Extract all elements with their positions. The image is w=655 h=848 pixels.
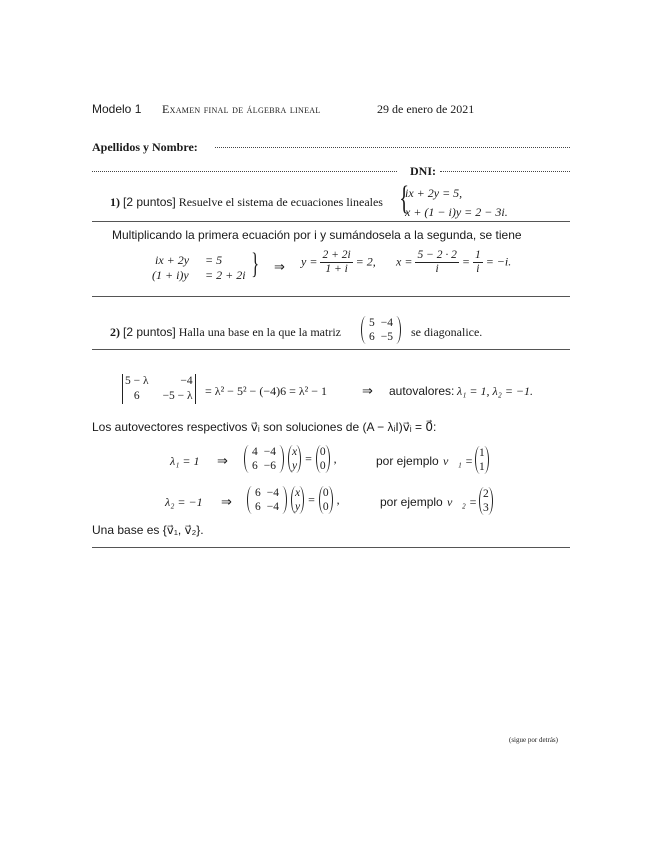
m1-cell: −4 [263,446,276,458]
matrix-cell: −5 [380,331,393,343]
m2-cell: −4 [266,501,279,513]
y-var: y [292,460,298,472]
lambda2: λ₂ = −1 [165,495,203,509]
problem2-number: 2) [110,325,120,339]
x-var: x [292,446,298,458]
comma: , [336,492,340,507]
lambda1: λ₁ = 1 [170,454,200,468]
name-field-dots-2 [92,171,397,172]
model-label: Modelo 1 [92,102,142,116]
problem2-matrix [361,316,401,344]
problem1-statement [110,195,383,210]
system-brace: { [399,180,410,217]
v2-cell: 3 [483,502,489,514]
x-eq-label: x = [396,254,413,269]
m1-cell: 4 [252,446,258,458]
implies-arrow-2: ⇒ [362,383,373,398]
sys-right-2: = 2 + 2i [205,268,246,282]
problem2-statement [110,325,341,340]
zero: 0 [322,487,329,499]
name-field-label: Apellidos y Nombre: [92,140,198,154]
dni-field-label: DNI: [410,164,436,178]
m2-cell: 6 [255,501,261,513]
basis-statement: Una base es {v⃗₁, v⃗₂}. [92,523,204,537]
implies-arrow-3: ⇒ [217,453,228,468]
name-field-dots [215,147,570,148]
eigen-label: autovalores: [389,384,455,398]
implies-arrow-4: ⇒ [221,494,232,509]
v1-cell: 1 [479,447,485,459]
example-label-2: por ejemplo [380,495,443,509]
dni-field-dots [440,171,570,172]
det-result: = λ² − 5² − (−4)6 = λ² − 1 [205,384,328,398]
implies-arrow-1: ⇒ [274,259,285,274]
sys-right-1: = 5 [205,253,223,267]
eigvec-intro: Los autovectores respectivos v⃗ᵢ son soluciones de (A − λᵢI)v⃗ᵢ = 0⃗: [92,420,437,434]
det-cell: −5 − λ [162,390,193,402]
eq-row-2 [247,486,340,514]
eigenvalues: λ₁ = 1, λ₂ = −1. [457,384,534,398]
y-num: 2 + 2i [322,249,351,261]
problem2-text-end: se diagonalice. [411,325,483,339]
det-cell: 6 [133,390,140,402]
m2-cell: 6 [255,487,261,499]
continue-note: (sigue por detrás) [509,736,558,744]
determinant [122,374,196,404]
zero: 0 [322,501,329,513]
comma: , [333,451,337,466]
problem1-number: 1) [110,195,120,209]
sys-left-1: ix + 2y [155,253,190,267]
y-eq-label: y = [301,254,318,269]
m2-cell: −4 [266,487,279,499]
eq-row-1 [244,445,337,473]
y-solution [301,249,376,276]
exam-title: Examen final de álgebra lineal [162,102,321,116]
zero: 0 [319,446,326,458]
matrix-cell: −4 [380,317,393,329]
det-cell: −4 [180,375,193,387]
problem2-points: [2 puntos] [123,325,176,339]
x-num: 5 − 2 · 2 [417,249,457,261]
example-label-1: por ejemplo [376,454,439,468]
x-solution [396,249,511,276]
v1-label: v⃗₁ = [443,454,473,468]
x-var: x [295,487,301,499]
x-den: i [435,263,439,275]
m1-cell: −6 [263,460,276,472]
x-fraction-2 [473,249,483,276]
sys-left-2: (1 + i)y [152,268,189,282]
y-result: = 2, [355,254,376,269]
system-eq2: x + (1 − i)y = 2 − 3i. [405,205,508,219]
divider-4 [92,547,570,548]
x-den2: i [476,263,480,275]
v2-cell: 2 [483,488,489,500]
m1-cell: 6 [252,460,258,472]
y-fraction [320,249,352,276]
equals: = [308,492,315,507]
problem1-points: [2 puntos] [123,195,176,209]
x-num2: 1 [474,249,481,261]
system-eq1: ix + 2y = 5, [405,186,463,200]
matrix-cell: 5 [369,317,375,329]
right-brace: } [251,247,260,280]
x-mid: = [461,254,470,269]
problem2-text: Halla una base en la que la matriz [178,325,341,339]
divider-1 [92,221,570,222]
x-result: = −i. [485,254,512,269]
solution1-intro: Multiplicando la primera ecuación por i y sumándosela a la segunda, se tiene [112,228,522,242]
matrix-cell: 6 [369,331,375,343]
v2-label: v⃗₂ = [447,495,477,509]
y-var: y [295,501,301,513]
y-den: 1 + i [325,263,348,275]
exam-date: 29 de enero de 2021 [377,102,475,116]
divider-2 [92,296,570,297]
zero: 0 [319,460,326,472]
problem1-text: Resuelve el sistema de ecuaciones lineales [178,195,383,209]
equals: = [305,451,312,466]
v1-vector [475,446,489,474]
v2-vector [479,487,493,515]
v1-cell: 1 [479,461,485,473]
divider-3 [92,349,570,350]
det-cell: 5 − λ [125,375,149,387]
x-fraction [415,249,458,276]
